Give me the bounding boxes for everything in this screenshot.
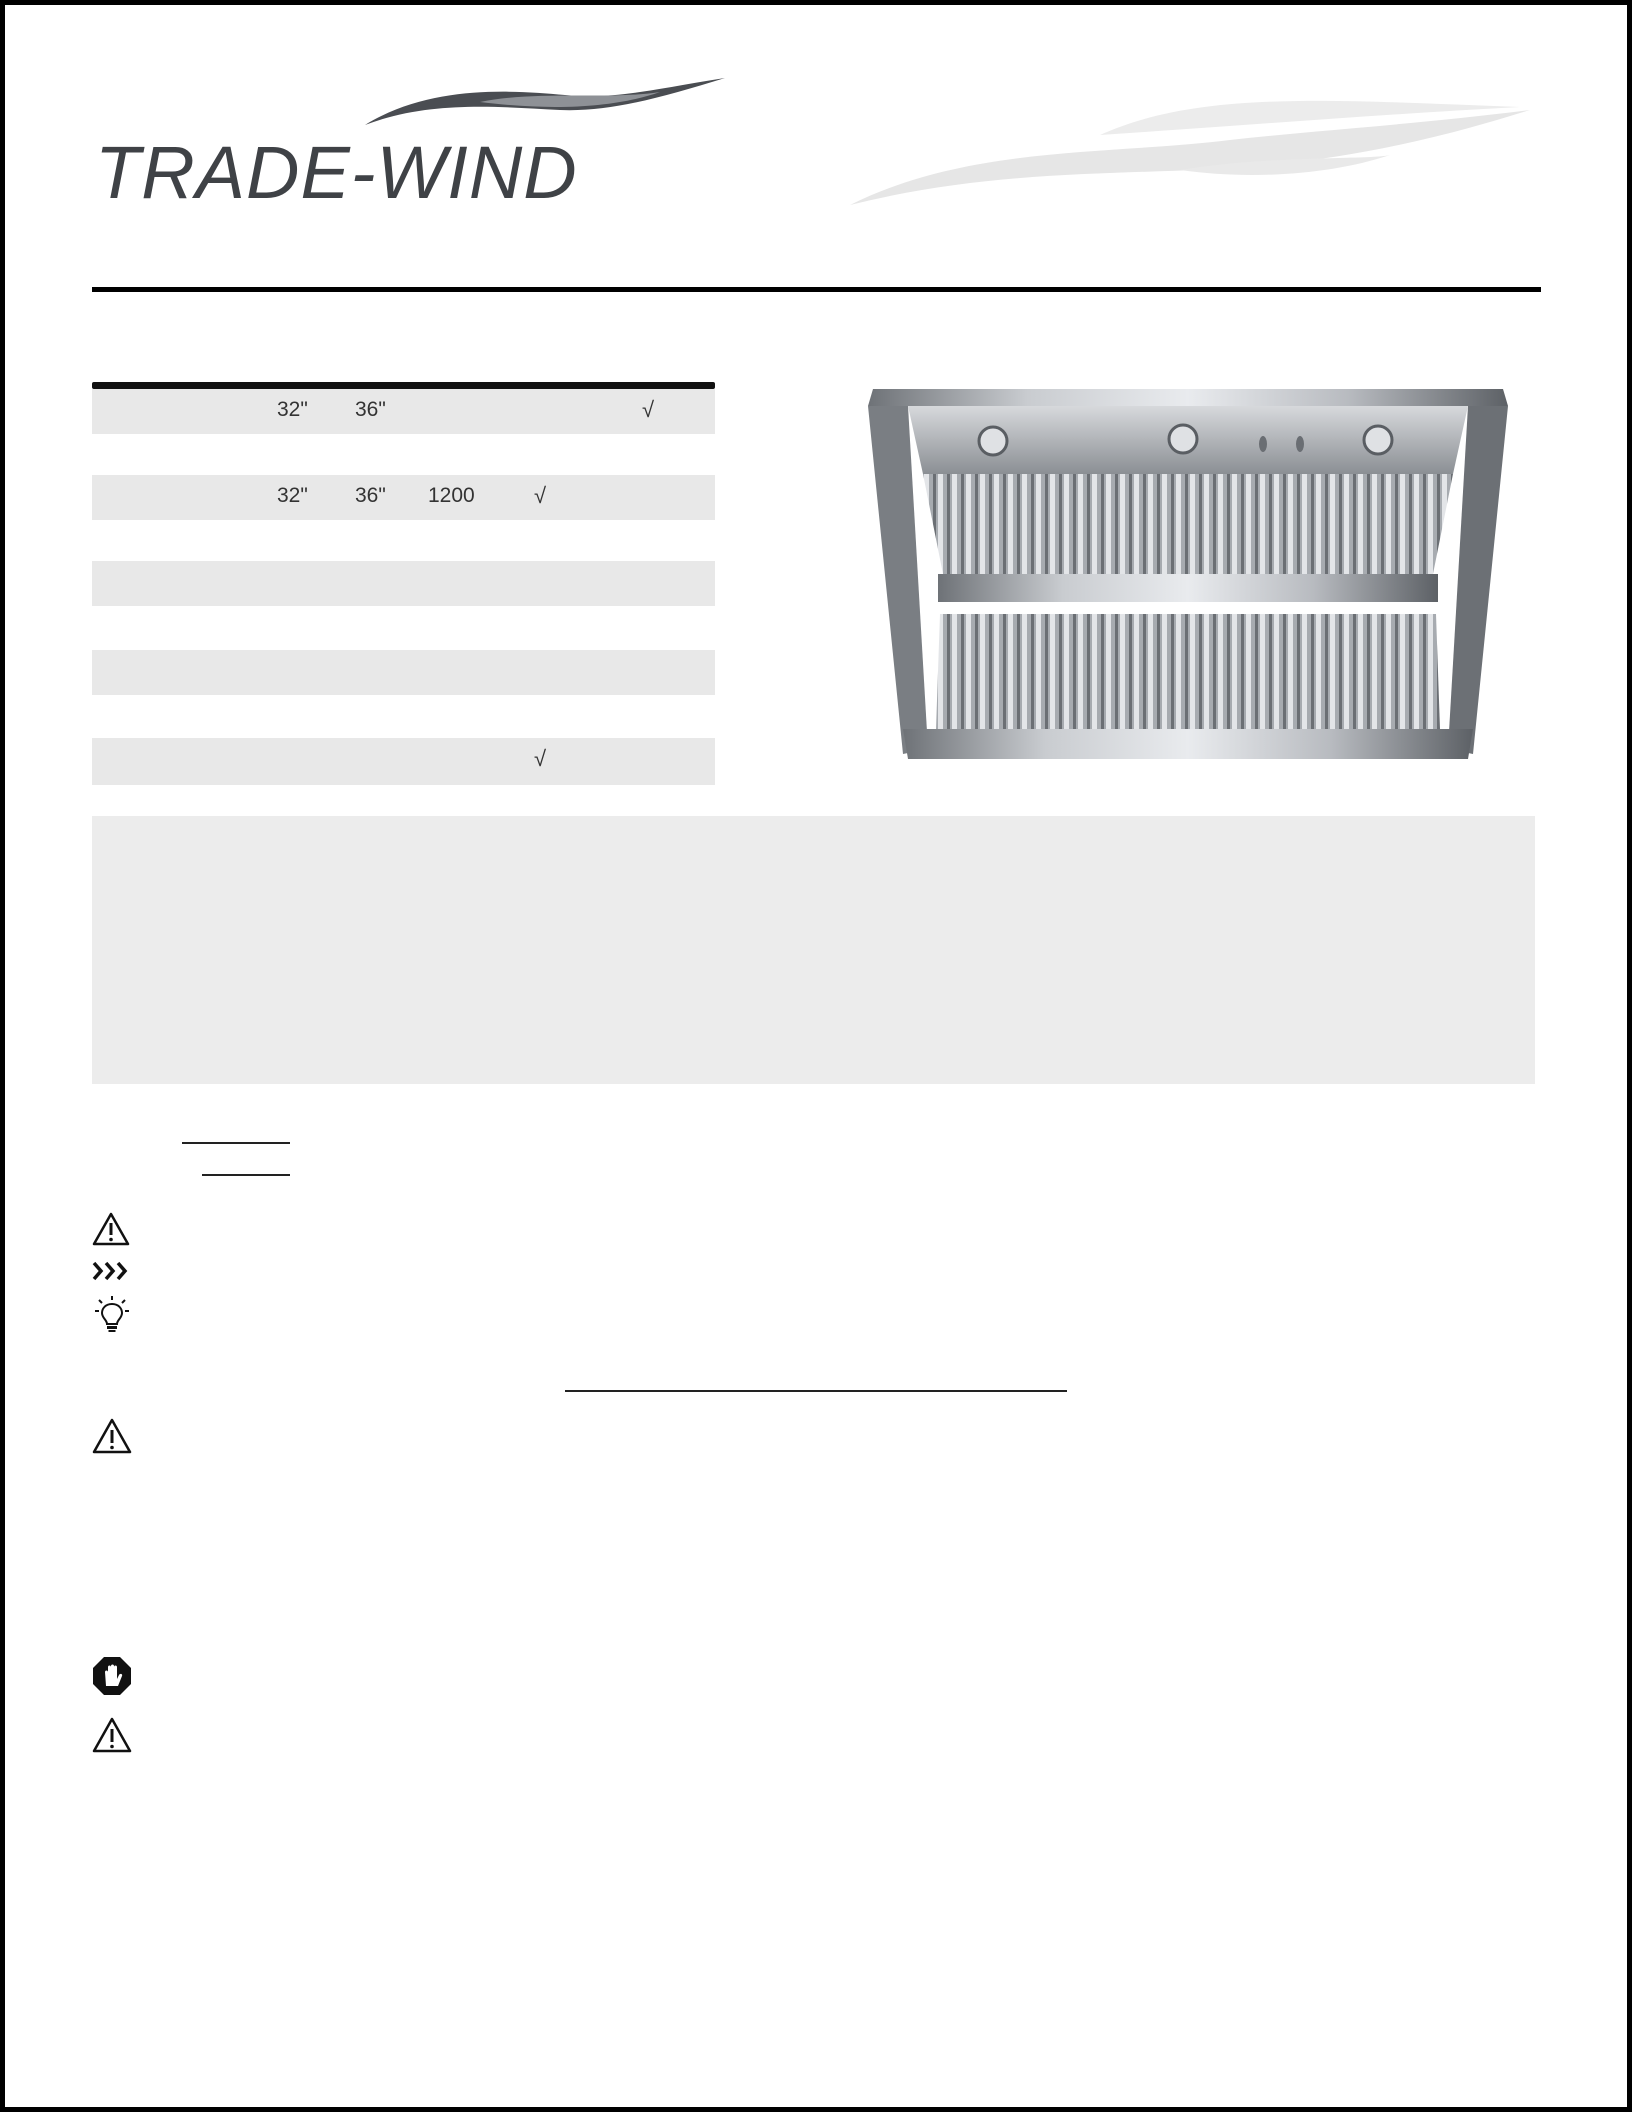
table-row — [92, 520, 715, 561]
check-mark: √ — [534, 483, 547, 508]
background-wave-icon — [850, 85, 1530, 215]
size-b-cell: 36" — [355, 484, 386, 507]
logo-wordmark: TRADE-WIND — [95, 131, 578, 214]
specs-table — [92, 382, 715, 785]
check-mark: √ — [534, 746, 547, 771]
table-row — [92, 389, 715, 434]
size-a-cell: 32" — [277, 398, 308, 421]
table-row — [92, 695, 715, 738]
table-row — [92, 606, 715, 650]
table-row — [92, 650, 715, 695]
table-row — [92, 738, 715, 785]
triple-chevron-icon — [92, 1260, 132, 1282]
table-top-rule — [92, 382, 715, 389]
check-mark: √ — [642, 397, 655, 422]
cfm-cell: 1200 — [428, 484, 475, 507]
size-a-cell: 32" — [277, 484, 308, 507]
range-hood-photo — [868, 384, 1508, 762]
lightbulb-icon — [92, 1294, 132, 1334]
underline-rule — [202, 1174, 290, 1176]
warning-icon — [92, 1717, 132, 1753]
stop-hand-icon — [92, 1656, 132, 1696]
header-rule — [92, 287, 1541, 292]
table-row — [92, 434, 715, 475]
table-row — [92, 475, 715, 520]
trade-wind-logo — [95, 70, 655, 214]
underline-rule — [182, 1142, 290, 1144]
warning-icon — [92, 1212, 130, 1246]
table-row — [92, 561, 715, 606]
description-panel — [92, 816, 1535, 1084]
size-b-cell: 36" — [355, 398, 386, 421]
section-heading-underline — [565, 1390, 1067, 1392]
warning-icon — [92, 1418, 132, 1454]
